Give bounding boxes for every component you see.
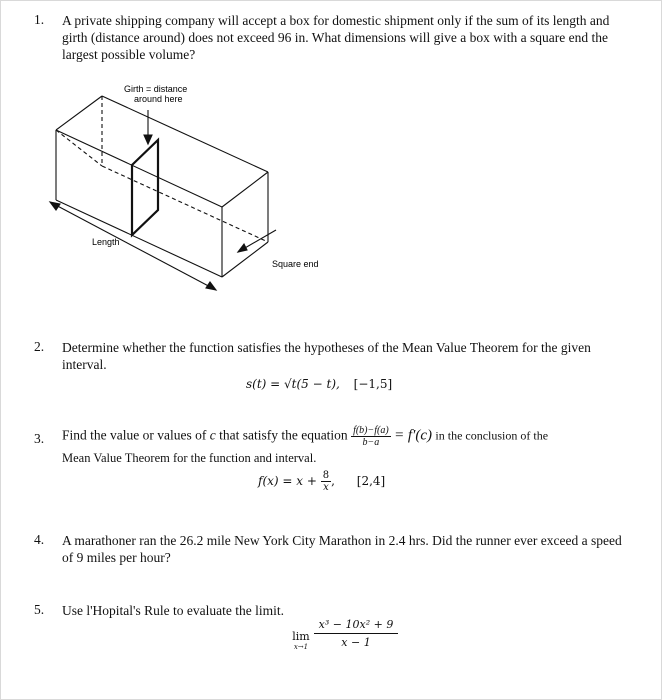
problem-5-text: Use l'Hopital's Rule to evaluate the limit. [62,603,284,618]
problem-1-number: 1. [34,12,45,27]
problem-3-equals: = f′(c) [394,427,433,444]
problem-3-line1 [62,425,642,448]
problem-3-formula-frac-top: 8 [322,470,330,481]
problem-3-mvt-fraction [351,425,391,448]
square-end-label: Square end [272,259,319,269]
problem-3-text-mid: that satisfy the equation [219,427,348,443]
problem-4-text: A marathoner ran the 26.2 mile New York City Marathon in 2.4 hrs. Did the runner ever exceed a speed of 9 miles per hour? [62,533,622,565]
length-label: Length [92,237,120,247]
problem-2-number: 2. [34,339,45,354]
problem-3-text-before: Find the value or values of [62,427,207,443]
problem-3-interval: [2,4] [356,474,386,488]
problem-2-formula [246,377,392,391]
problem-5-lim: lim [292,630,310,643]
problem-3-var-c: c [209,427,216,443]
problem-3-formula-frac [321,470,331,493]
problem-3-line2: Mean Value Theorem for the function and interval. [62,451,317,465]
problem-4-number: 4. [34,532,45,547]
problem-5-denominator: x − 1 [341,636,371,649]
problem-3-formula [258,470,385,493]
box-diagram [40,80,340,300]
problem-3-number: 3. [34,431,45,446]
girth-label-line1: Girth = distance [124,84,188,94]
problem-5-numerator: x³ − 10x² + 9 [314,618,398,634]
problem-3-formula-frac-bottom: x [323,482,329,493]
problem-2-text: Determine whether the function satisfies the hypotheses of the Mean Value Theorem for the given interval. [62,340,591,372]
problem-3-frac-top: f(b)−f(a) [353,425,389,436]
problem-5-lim-sub: x→1 [293,643,309,651]
problem-5-number: 5. [34,602,45,617]
problem-2-interval: [−1,5] [353,377,393,391]
problem-3-formula-comma: , [331,474,335,488]
girth-label-line2: around here [134,94,183,104]
problem-3-formula-lhs: f(x) = x + [258,474,317,488]
problem-2-function: s(t) = √t(5 − t), [246,377,340,391]
problem-3-text-after: in the conclusion of the [435,428,549,443]
problem-3-frac-bottom: b−a [362,437,380,448]
problem-1-text: A private shipping company will accept a box for domestic shipment only if the sum of its length and girth (distance around) does not exceed 96 in. What dimensions will give a box with a square end the largest possible volume? [62,13,610,62]
